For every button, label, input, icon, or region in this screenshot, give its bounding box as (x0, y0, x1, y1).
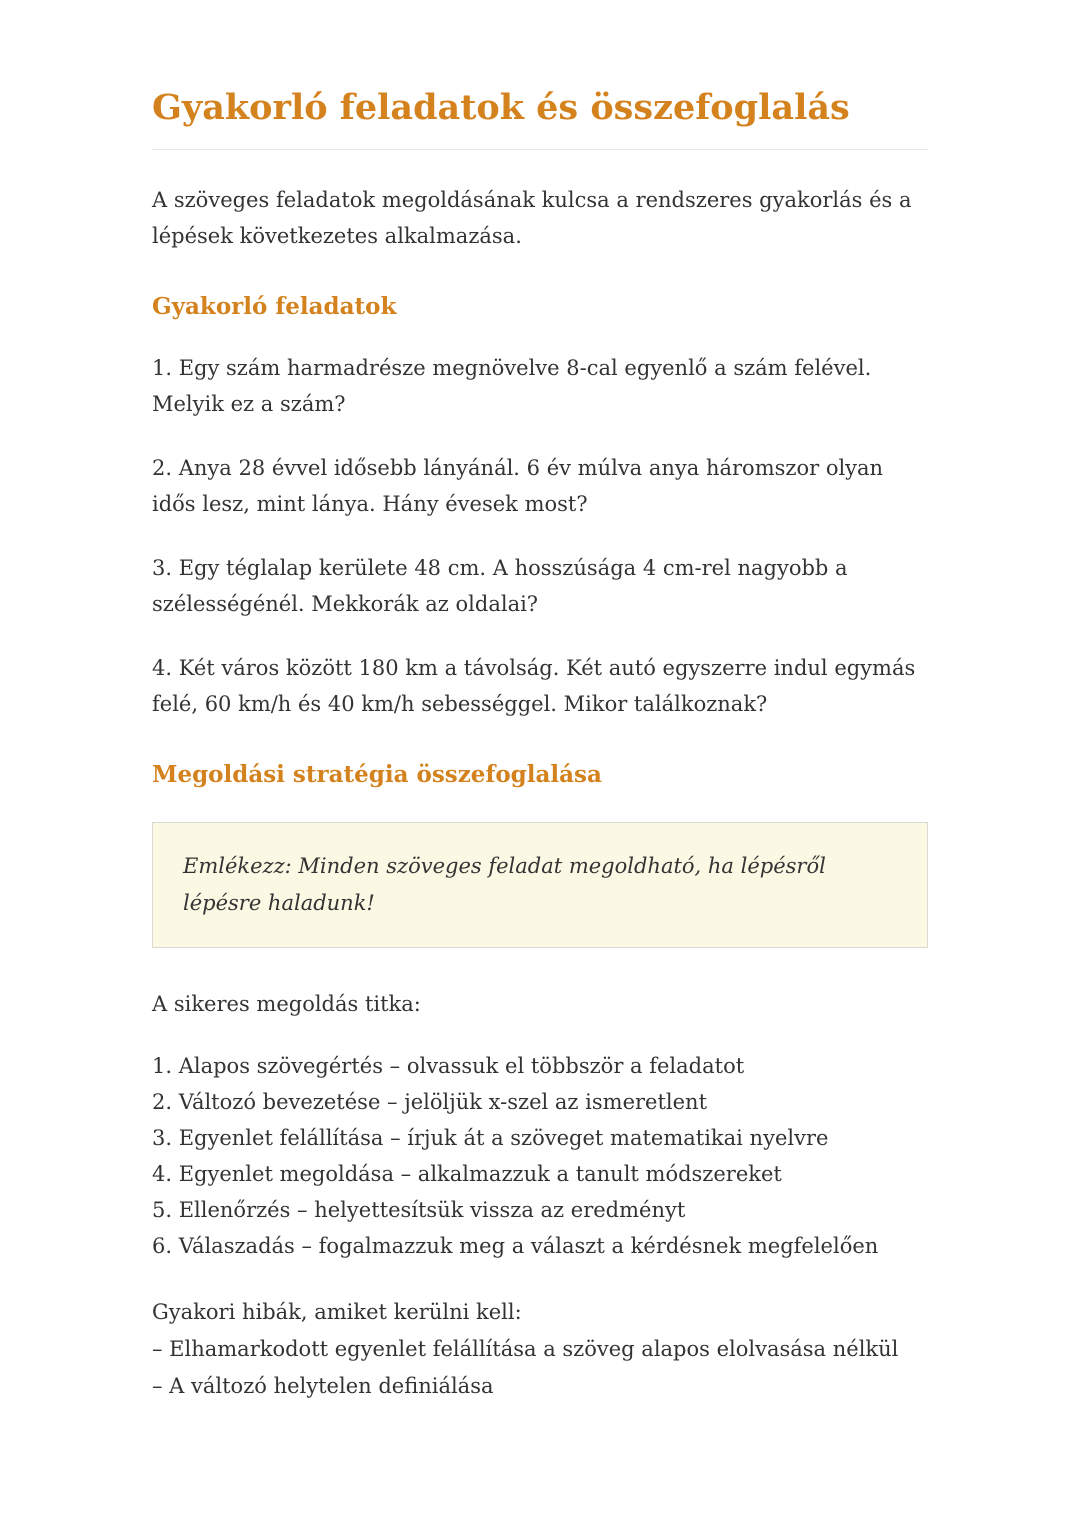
section-heading-practice: Gyakorló feladatok (152, 292, 397, 320)
reminder-callout-text: Emlékezz: Minden szöveges feladat megoldható, ha lépésről lépésre haladunk! (183, 853, 826, 915)
common-mistakes-heading: Gyakori hibák, amiket kerülni kell: (152, 1299, 522, 1324)
common-mistakes-block (152, 1294, 928, 1405)
page-title: Gyakorló feladatok és összefoglalás (152, 87, 850, 128)
common-mistake-2: – A változó helytelen definiálása (152, 1373, 494, 1398)
problem-paragraph-3: 3. Egy téglalap kerülete 48 cm. A hosszúsága 4 cm-rel nagyobb a szélességénél. Mekkorák az oldalai? (152, 555, 848, 616)
problem-paragraph-2: 2. Anya 28 évvel idősebb lányánál. 6 év múlva anya háromszor olyan idős lesz, mint lánya. Hány évesek most? (152, 455, 884, 516)
section-heading-strategy: Megoldási stratégia összefoglalása (152, 760, 602, 788)
solution-step-1: 1. Alapos szövegértés – olvassuk el többször a feladatot (152, 1053, 745, 1078)
problem-paragraph-1: 1. Egy szám harmadrésze megnövelve 8-cal egyenlő a szám felével. Melyik ez a szám? (152, 355, 872, 416)
reminder-callout (152, 822, 928, 948)
intro-paragraph: A szöveges feladatok megoldásának kulcsa a rendszeres gyakorlás és a lépések következetes alkalmazása. (152, 187, 912, 248)
solution-steps-list (152, 1048, 928, 1264)
solution-step-3: 3. Egyenlet felállítása – írjuk át a szöveget matematikai nyelvre (152, 1125, 829, 1150)
secret-intro-paragraph: A sikeres megoldás titka: (152, 991, 421, 1016)
solution-step-2: 2. Változó bevezetése – jelöljük x-szel az ismeretlent (152, 1089, 708, 1114)
problem-paragraph-4: 4. Két város között 180 km a távolság. Két autó egyszerre indul egymás felé, 60 km/h és 40 km/h sebességgel. Mikor találkoznak? (152, 655, 916, 716)
common-mistake-1: – Elhamarkodott egyenlet felállítása a szöveg alapos elolvasása nélkül (152, 1336, 899, 1361)
solution-step-4: 4. Egyenlet megoldása – alkalmazzuk a tanult módszereket (152, 1161, 782, 1186)
solution-step-5: 5. Ellenőrzés – helyettesítsük vissza az eredményt (152, 1197, 686, 1222)
title-divider (152, 149, 928, 150)
solution-step-6: 6. Válaszadás – fogalmazzuk meg a választ a kérdésnek megfelelően (152, 1233, 879, 1258)
